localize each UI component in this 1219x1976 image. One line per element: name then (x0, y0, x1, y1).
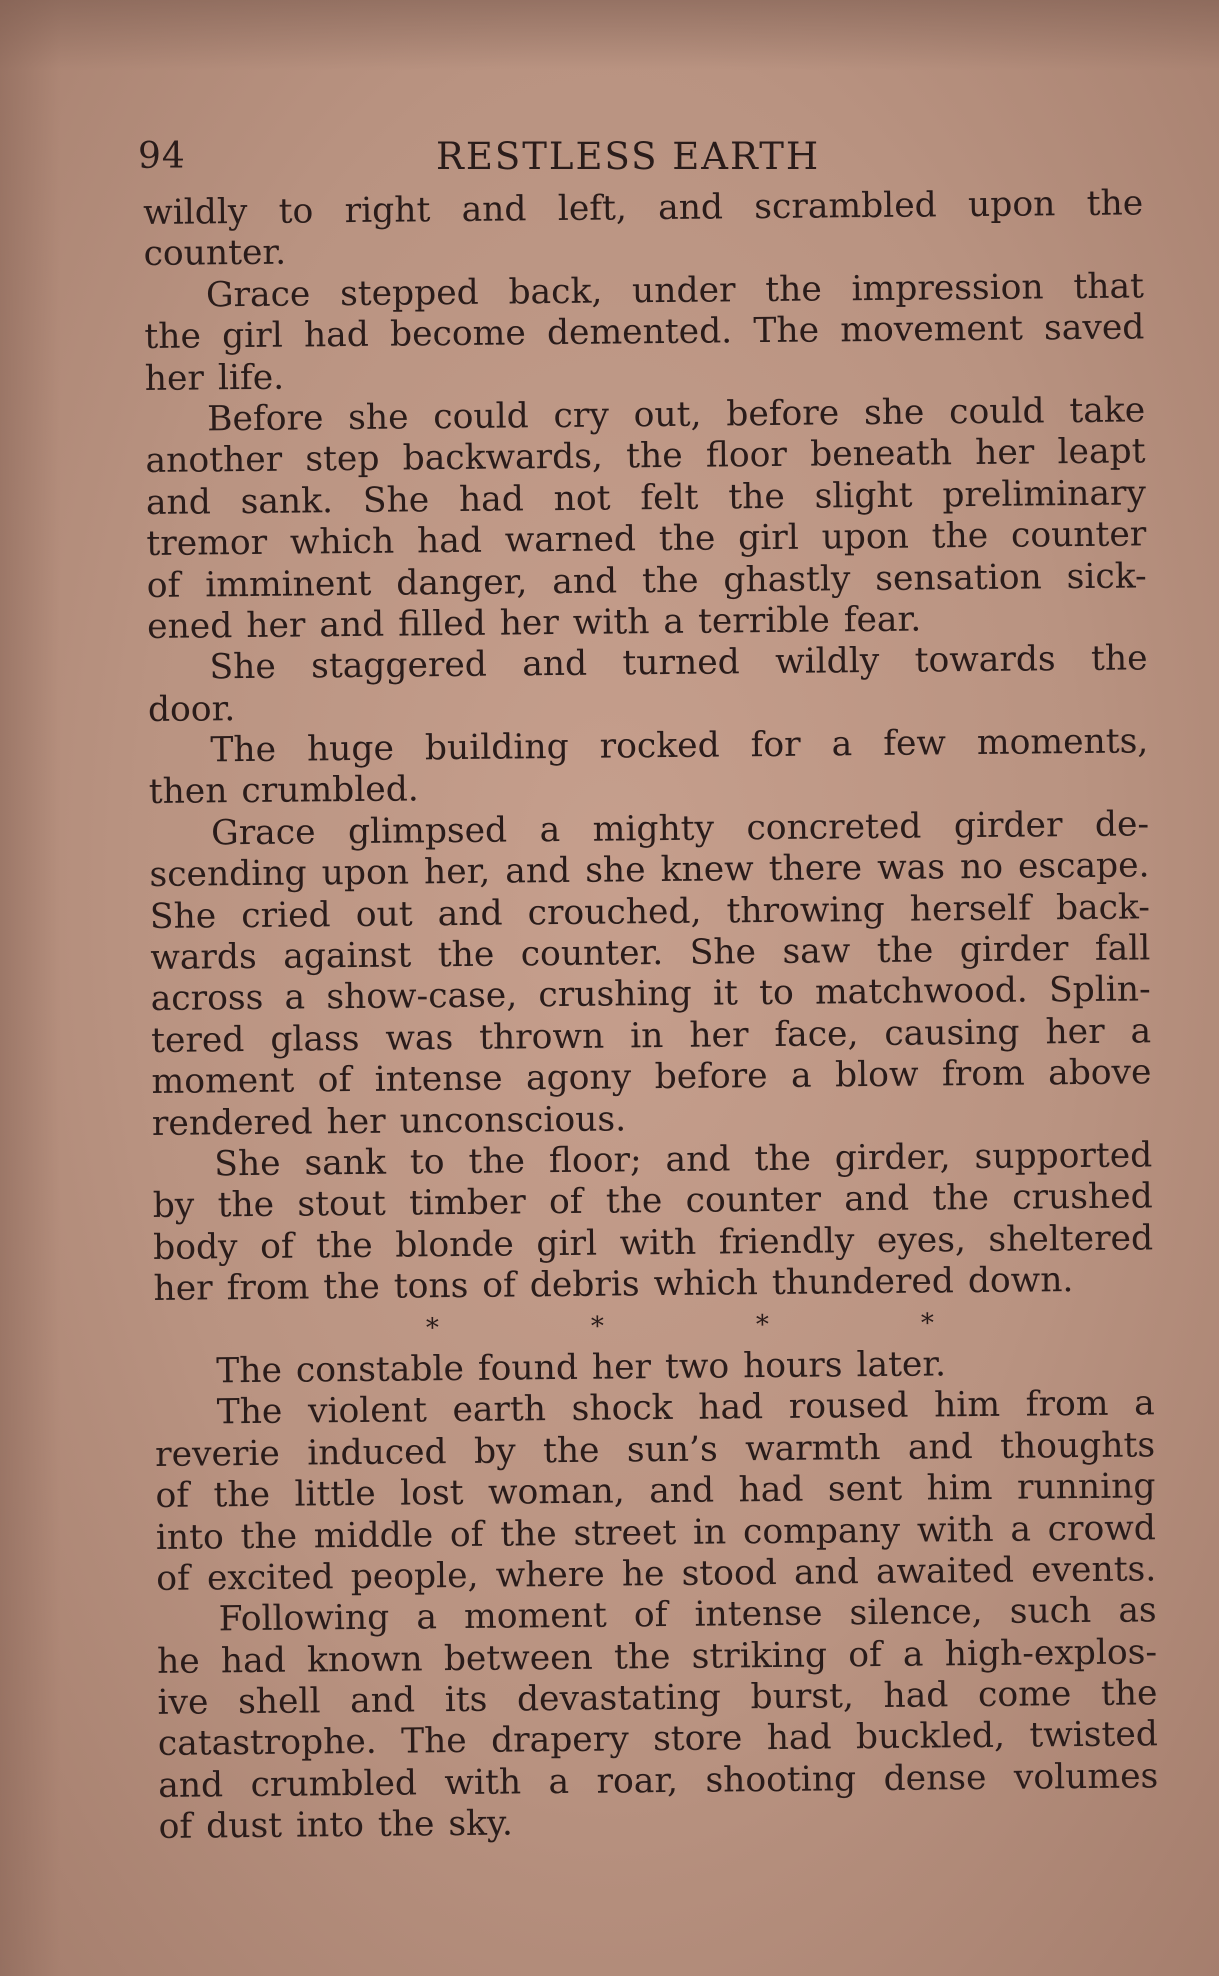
text-line: wards against the counter. She saw the girder fall (150, 928, 1151, 978)
paragraph-start-line: Grace glimpsed a mighty concreted girder de- (210, 804, 1150, 854)
paragraph-start-line: She sank to the floor; and the girder, supported (214, 1135, 1153, 1185)
text-line: her from the tons of debris which thundered down. (153, 1260, 1074, 1310)
text-line: tremor which had warned the girl upon the counter (146, 514, 1147, 565)
text-line: She cried out and crouched, throwing herself back- (149, 887, 1151, 937)
text-line: by the stout timber of the counter and the crushed (152, 1176, 1153, 1227)
text-line: and sank. She had not felt the slight preliminary (145, 473, 1147, 523)
text-line: wildly to right and left, and scrambled upon the (143, 183, 1144, 233)
running-head: RESTLESS EARTH (436, 135, 821, 178)
text-line: door. (147, 688, 236, 730)
text-line: catastrophe. The drapery store had buckled, twisted (157, 1714, 1159, 1765)
asterisk: * (920, 1308, 935, 1339)
paragraph-start-line: The huge building rocked for a few moments, (210, 721, 1149, 771)
paragraph-start-line: The constable found her two hours later. (216, 1344, 947, 1392)
paragraph-start-line: Following a moment of intense silence, such as (218, 1590, 1157, 1640)
paragraph-start-line: Grace stepped back, under the impression that (205, 266, 1145, 316)
page-header (138, 132, 1138, 182)
text-line: scending upon her, and she knew there was no escape. (149, 845, 1150, 896)
page-number: 94 (138, 136, 186, 177)
text-line: then crumbled. (148, 769, 419, 813)
text-line: and crumbled with a roar, shooting dense volumes (158, 1756, 1159, 1806)
text-line: rendered her unconscious. (151, 1099, 627, 1144)
text-line: of imminent danger, and the ghastly sensation sick- (146, 555, 1147, 606)
text-line: tered glass was thrown in her face, causing her a (150, 1011, 1152, 1061)
paragraph-start-line: Before she could cry out, before she could take (206, 390, 1146, 440)
text-line: of dust into the sky. (158, 1803, 514, 1848)
body-text (143, 183, 1159, 1848)
page-edge-stain (0, 0, 1219, 70)
asterisk: * (755, 1309, 770, 1340)
paragraph-start-line: She staggered and turned wildly towards the (209, 638, 1148, 688)
text-line: counter. (143, 233, 287, 275)
text-line: her life. (144, 357, 285, 399)
text-line: across a show-case, crushing it to matchwood. Splin- (150, 969, 1151, 1020)
text-line: ive shell and its devastating burst, had come the (157, 1673, 1158, 1723)
text-line: into the middle of the street in company with a crowd (155, 1507, 1157, 1558)
page-edge-shadow (0, 0, 60, 1976)
text-line: he had known between the striking of a high-explos- (156, 1632, 1158, 1682)
asterisk: * (425, 1312, 440, 1343)
text-line: body of the blonde girl with friendly eyes, sheltered (152, 1218, 1154, 1268)
text-line: of excited people, where he stood and awaited events. (156, 1549, 1157, 1599)
text-line: of the little lost woman, and had sent him running (155, 1466, 1156, 1517)
text-line: moment of intense agony before a blow from above (151, 1052, 1152, 1103)
paragraph-start-line: The violent earth shock had roused him from a (216, 1383, 1155, 1433)
asterisk: * (590, 1311, 605, 1342)
text-line: another step backwards, the floor beneath her leapt (145, 431, 1146, 482)
text-line: reverie induced by the sun’s warmth and thoughts (154, 1425, 1156, 1475)
text-line: ened her and filled her with a terrible fear. (146, 599, 922, 647)
text-line: the girl had become demented. The movement saved (144, 307, 1145, 358)
